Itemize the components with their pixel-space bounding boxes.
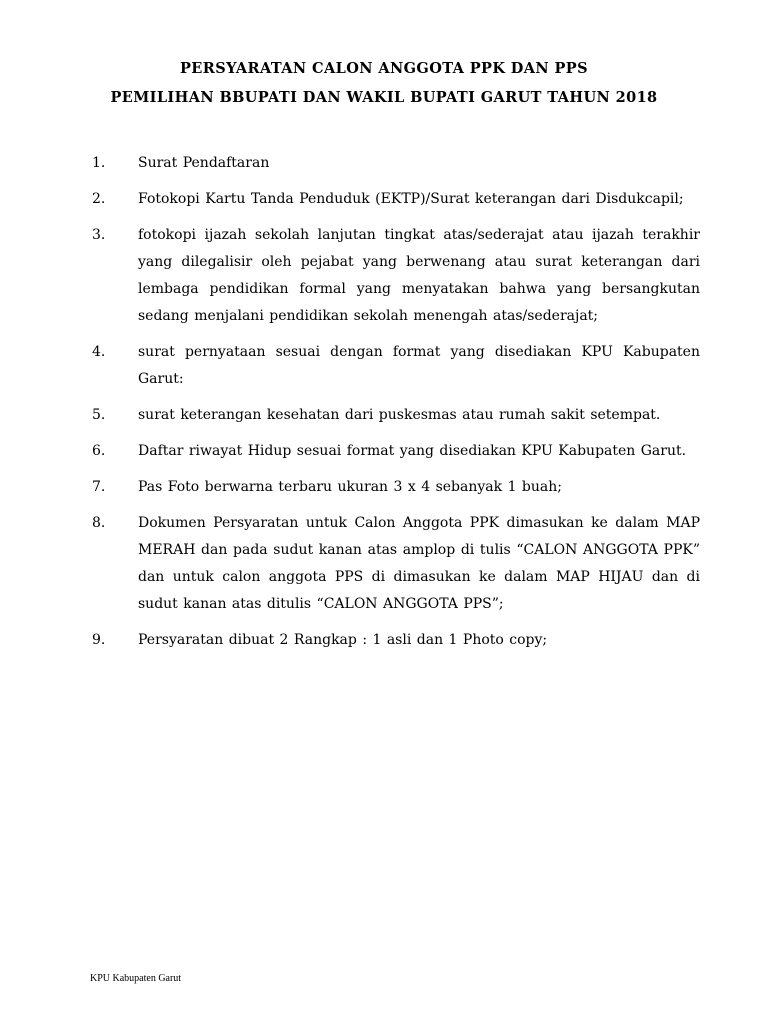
list-item-number: 1. (92, 155, 106, 171)
list-item-text: Daftar riwayat Hidup sesuai format yang disediakan KPU Kabupaten Garut. (138, 443, 687, 459)
list-item (92, 222, 700, 330)
list-item-number: 5. (92, 407, 106, 423)
list-item (92, 438, 700, 465)
list-item-text: Dokumen Persyaratan untuk Calon Anggota PPK dimasukan ke dalam MAP MERAH dan pada sudut kanan atas amplop di tulis “CALON ANGGOTA PPK” dan untuk calon anggota PPS di dimasukan ke dalam MAP HIJAU dan di sudut kanan atas ditulis “CALON ANGGOTA PPS”; (138, 515, 700, 612)
list-item (92, 510, 700, 618)
list-item-text: Persyaratan dibuat 2 Rangkap : 1 asli dan 1 Photo copy; (138, 632, 548, 648)
list-item (92, 150, 700, 177)
list-item-text: Surat Pendaftaran (138, 155, 270, 171)
list-item-number: 8. (92, 515, 106, 531)
list-item-number: 9. (92, 632, 106, 648)
list-item-text: Fotokopi Kartu Tanda Penduduk (EKTP)/Surat keterangan dari Disdukcapil; (138, 191, 684, 207)
list-item (92, 402, 700, 429)
list-item (92, 186, 700, 213)
list-item-number: 6. (92, 443, 106, 459)
requirements-list (92, 150, 700, 663)
list-item-number: 3. (92, 227, 106, 243)
list-item (92, 627, 700, 654)
document-title-line-2: PEMILIHAN BBUPATI DAN WAKIL BUPATI GARUT TAHUN 2018 (110, 89, 658, 106)
list-item-text: fotokopi ijazah sekolah lanjutan tingkat atas/sederajat atau ijazah terakhir yang dilegalisir oleh pejabat yang berwenang atau surat keterangan dari lembaga pendidikan formal yang menyatakan bahwa yang bersangkutan sedang menjalani pendidikan sekolah menengah atas/sederajat; (138, 227, 700, 324)
document-title-line-1: PERSYARATAN CALON ANGGOTA PPK DAN PPS (180, 60, 588, 77)
list-item-number: 4. (92, 344, 106, 360)
list-item-text: surat keterangan kesehatan dari puskesmas atau rumah sakit setempat. (138, 407, 661, 423)
list-item-number: 2. (92, 191, 106, 207)
list-item (92, 339, 700, 393)
list-item-number: 7. (92, 479, 106, 495)
list-item-text: Pas Foto berwarna terbaru ukuran 3 x 4 sebanyak 1 buah; (138, 479, 562, 495)
list-item (92, 474, 700, 501)
list-item-text: surat pernyataan sesuai dengan format yang disediakan KPU Kabupaten Garut: (138, 344, 700, 387)
page-footer: KPU Kabupaten Garut (90, 973, 182, 984)
